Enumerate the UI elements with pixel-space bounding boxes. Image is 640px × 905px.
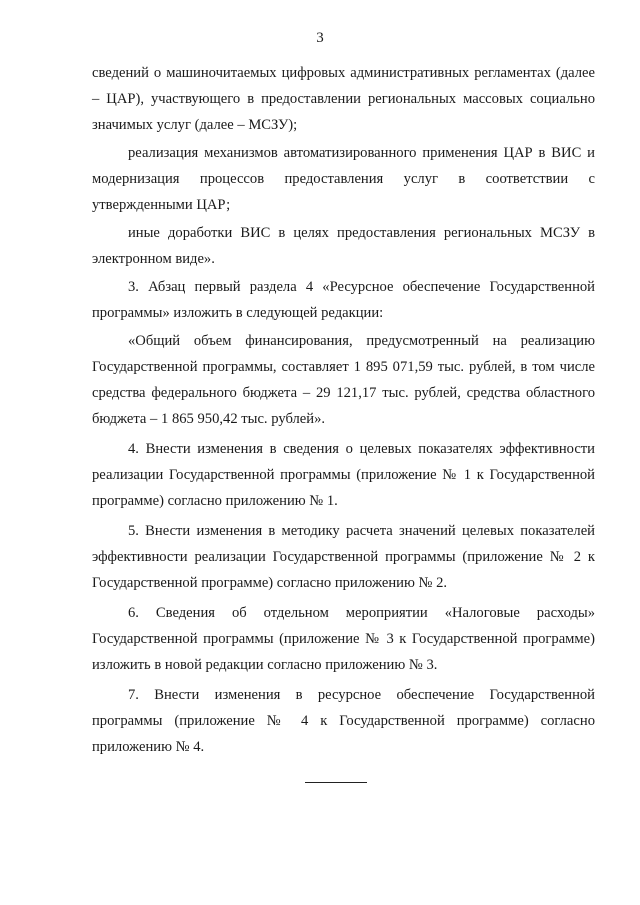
paragraph-funding-quote: «Общий объем финансирования, предусмотренный на реализацию Государственной программы, составляет 1 895 071,59 тыс. рублей, в том числе средства федерального бюджета – 29 121,17 тыс. рублей, средства областного бюджета – 1 865 950,42 тыс. рублей». [92,333,595,427]
paragraph-item-6: 6. Сведения об отдельном мероприятии «Налоговые расходы» Государственной программы (приложение № 3 к Государственной программе) изложить в новой редакции согласно приложению № 3. [92,605,595,673]
paragraph-item-7: 7. Внести изменения в ресурсное обеспечение Государственной программы (приложение № 4 к Государственной программе) согласно приложению № 4. [92,687,595,755]
paragraph-continuation: сведений о машиночитаемых цифровых административных регламентах (далее – ЦАР), участвующего в предоставлении региональных массовых социально значимых услуг (далее – МСЗУ); [92,65,595,133]
paragraph-car-mechanisms: реализация механизмов автоматизированного применения ЦАР в ВИС и модернизация процессов предоставления услуг в соответствии с утвержденными ЦАР; [92,145,595,213]
document-body [92,60,595,760]
paragraph-item-4: 4. Внести изменения в сведения о целевых показателях эффективности реализации Государственной программы (приложение № 1 к Государственной программе) согласно приложению № 1. [92,441,595,509]
page-number: 3 [316,30,324,46]
paragraph-item-3: 3. Абзац первый раздела 4 «Ресурсное обеспечение Государственной программы» изложить в следующей редакции: [92,279,595,321]
end-divider-line [305,782,367,783]
paragraph-other-improvements: иные доработки ВИС в целях предоставления региональных МСЗУ в электронном виде». [92,225,595,267]
paragraph-item-5: 5. Внести изменения в методику расчета значений целевых показателей эффективности реализации Государственной программы (приложение № 2 к Государственной программе) согласно приложению № 2. [92,523,595,591]
